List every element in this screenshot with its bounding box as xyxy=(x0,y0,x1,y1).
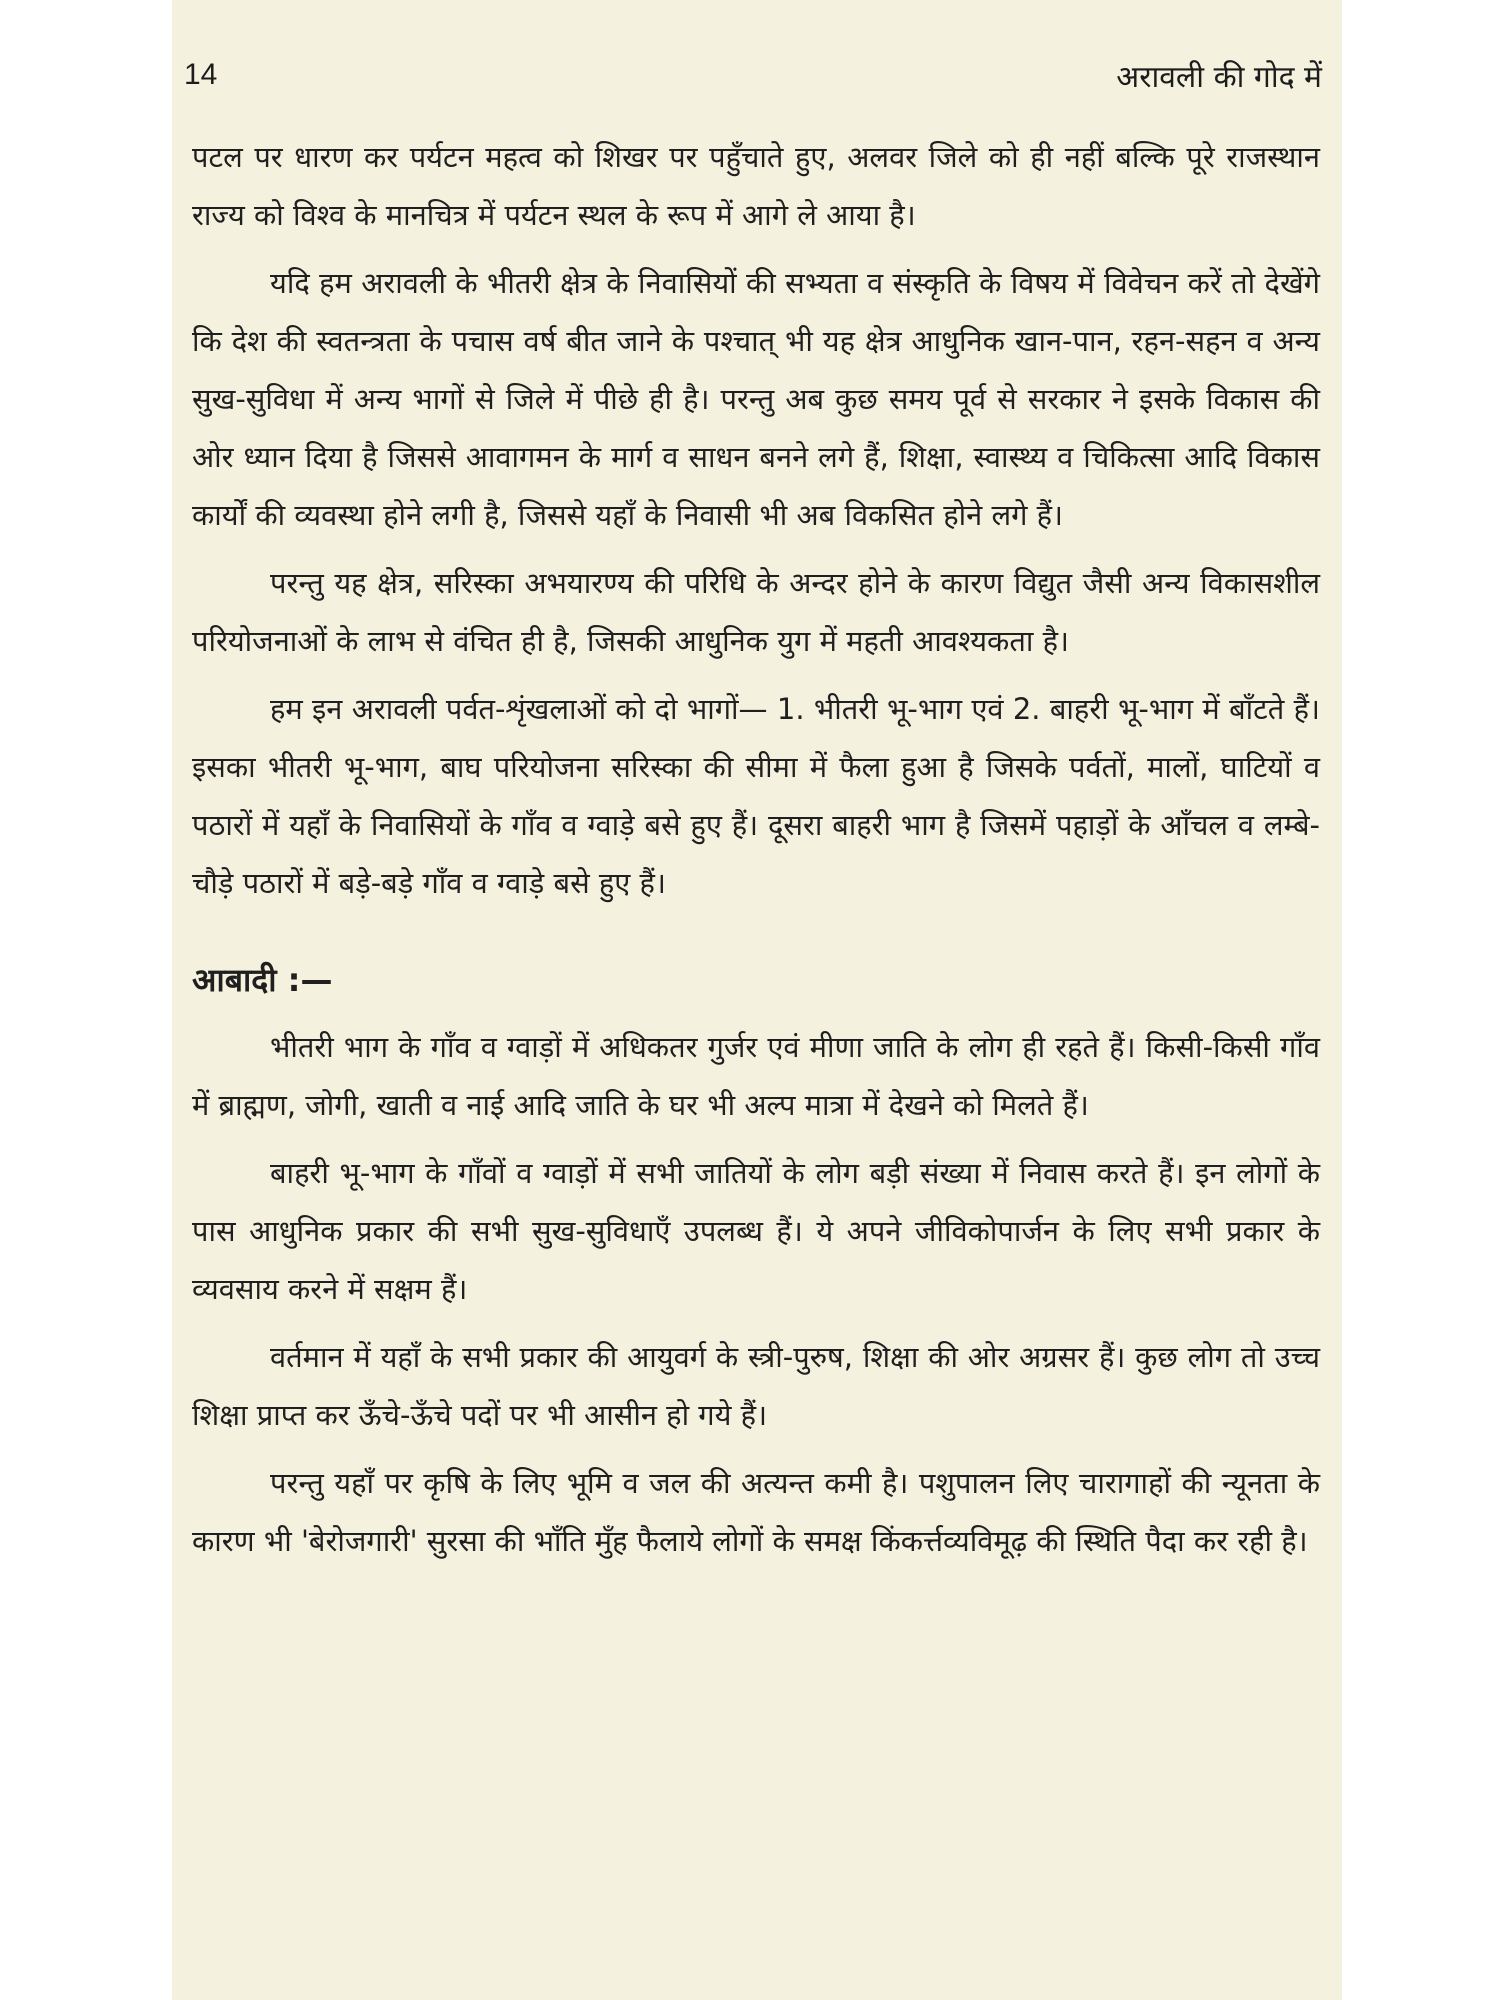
running-title: अरावली की गोद में xyxy=(1116,59,1322,95)
page-header xyxy=(184,50,1322,100)
section-paragraph-4: परन्तु यहाँ पर कृषि के लिए भूमि व जल की अत्यन्त कमी है। पशुपालन लिए चारागाहों की न्यूनता के कारण भी 'बेरोजगारी' सुरसा की भाँति मुँह फैलाये लोगों के समक्ष किंकर्त्तव्यविमूढ़ की स्थिति पैदा कर रही है। xyxy=(192,1466,1320,1558)
paragraph-4: हम इन अरावली पर्वत-शृंखलाओं को दो भागों— 1. भीतरी भू-भाग एवं 2. बाहरी भू-भाग में बाँटते हैं। इसका भीतरी भू-भाग, बाघ परियोजना सरिस्का की सीमा में फैला हुआ है जिसके पर्वतों, मालों, घाटियों व पठारों में यहाँ के निवासियों के गाँव व ग्वाड़े बसे हुए हैं। दूसरा बाहरी भाग है जिसमें पहाड़ों के आँचल व लम्बे-चौड़े पठारों में बड़े-बड़े गाँव व ग्वाड़े बसे हुए हैं। xyxy=(192,692,1320,900)
page-number: 14 xyxy=(184,58,218,91)
section-paragraph-3: वर्तमान में यहाँ के सभी प्रकार की आयुवर्ग के स्त्री-पुरुष, शिक्षा की ओर अग्रसर हैं। कुछ लोग तो उच्च शिक्षा प्राप्त कर ऊँचे-ऊँचे पदों पर भी आसीन हो गये हैं। xyxy=(192,1340,1320,1432)
paragraph-1: पटल पर धारण कर पर्यटन महत्व को शिखर पर पहुँचाते हुए, अलवर जिले को ही नहीं बल्कि पूरे राजस्थान राज्य को विश्व के मानचित्र में पर्यटन स्थल के रूप में आगे ले आया है। xyxy=(192,140,1320,232)
paragraph-3: परन्तु यह क्षेत्र, सरिस्का अभयारण्य की परिधि के अन्दर होने के कारण विद्युत जैसी अन्य विकासशील परियोजनाओं के लाभ से वंचित ही है, जिसकी आधुनिक युग में महती आवश्यकता है। xyxy=(192,566,1320,658)
page-body xyxy=(192,128,1320,1580)
section-heading: आबादी :— xyxy=(192,961,333,999)
paragraph-2: यदि हम अरावली के भीतरी क्षेत्र के निवासियों की सभ्यता व संस्कृति के विषय में विवेचन करें तो देखेंगे कि देश की स्वतन्त्रता के पचास वर्ष बीत जाने के पश्चात् भी यह क्षेत्र आधुनिक खान-पान, रहन-सहन व अन्य सुख-सुविधा में अन्य भागों से जिले में पीछे ही है। परन्तु अब कुछ समय पूर्व से सरकार ने इसके विकास की ओर ध्यान दिया है जिससे आवागमन के मार्ग व साधन बनने लगे हैं, शिक्षा, स्वास्थ्य व चिकित्सा आदि विकास कार्यों की व्यवस्था होने लगी है, जिससे यहाँ के निवासी भी अब विकसित होने लगे हैं। xyxy=(192,266,1320,532)
book-page xyxy=(172,0,1342,2000)
section-paragraph-2: बाहरी भू-भाग के गाँवों व ग्वाड़ों में सभी जातियों के लोग बड़ी संख्या में निवास करते हैं। इन लोगों के पास आधुनिक प्रकार की सभी सुख-सुविधाएँ उपलब्ध हैं। ये अपने जीविकोपार्जन के लिए सभी प्रकार के व्यवसाय करने में सक्षम हैं। xyxy=(192,1156,1320,1306)
section-paragraph-1: भीतरी भाग के गाँव व ग्वाड़ों में अधिकतर गुर्जर एवं मीणा जाति के लोग ही रहते हैं। किसी-किसी गाँव में ब्राह्मण, जोगी, खाती व नाई आदि जाति के घर भी अल्प मात्रा में देखने को मिलते हैं। xyxy=(192,1030,1320,1122)
